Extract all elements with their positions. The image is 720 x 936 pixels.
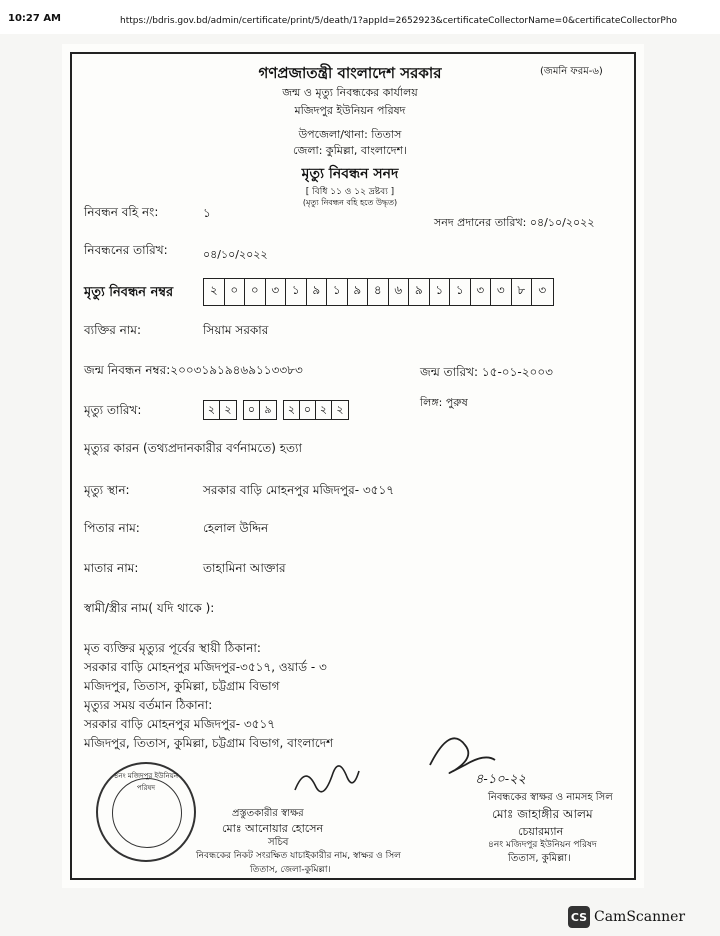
mother-label: মাতার নাম: [84, 561, 139, 575]
dod-label: মৃত্যু তারিখ: [84, 403, 142, 417]
upazila: উপজেলা/থানা: তিতাস [298, 128, 402, 141]
dod-digit: ৯ [264, 402, 272, 416]
father-value: হেলাল উদ্দিন [203, 521, 269, 535]
registrar-name: মোঃ জাহাঙ্গীর আলম [492, 807, 593, 821]
name-label: ব্যক্তির নাম: [84, 323, 142, 337]
perm-addr-label: মৃত ব্যক্তির মৃত্যুর পূর্বের স্থায়ী ঠিকানা: [84, 641, 261, 655]
union-name: মজিদপুর ইউনিয়ন পরিষদ [294, 104, 406, 117]
book-value: ১ [203, 206, 211, 220]
certificate-title: মৃত্যু নিবন্ধন সনদ [301, 166, 399, 182]
dod-digit: ২ [316, 401, 332, 419]
gov-title: গণপ্রজাতন্ত্রী বাংলাদেশ সরকার [258, 64, 442, 82]
reg-no-digit: ৯ [348, 279, 369, 305]
spouse-label: স্বামী/স্ত্রীর নাম( যদি থাকে ): [84, 601, 215, 615]
name-value: সিয়াম সরকার [203, 323, 269, 337]
camscanner-logo-icon: CS [568, 906, 590, 928]
rule-reference: [ বিধি ১১ ও ১২ দ্রষ্টব্য ] [305, 187, 395, 197]
preparer-role: সচিব [268, 837, 289, 848]
reg-no-digit: ১ [450, 279, 471, 305]
reg-date-value: ০৪/১০/২০২২ [203, 248, 268, 261]
registrar-label: নিবন্ধকের স্বাক্ষর ও নামসহ সিল [488, 792, 613, 803]
issue-date: সনদ প্রদানের তারিখ: ০৪/১০/২০২২ [434, 216, 595, 229]
extracted-note: (মৃত্যু নিবন্ধন বহি হতে উদ্ধৃত) [302, 198, 398, 207]
district: জেলা: কুমিল্লা, বাংলাদেশ। [293, 144, 407, 157]
perm-addr-line1: সরকার বাড়ি মোহনপুর মজিদপুর-৩৫১৭, ওয়ার্ড - ৩ [84, 660, 327, 674]
preparer-label: প্রস্তুতকারীর স্বাক্ষর [232, 808, 304, 819]
reg-no-digit: ১ [286, 279, 307, 305]
reg-no-digit: ১ [430, 279, 451, 305]
reg-no-digit: ৪ [368, 279, 389, 305]
reg-no-digit: ৩ [266, 279, 287, 305]
reg-no-digit: ১ [327, 279, 348, 305]
reg-no-digit: ৩ [538, 283, 547, 297]
reg-no-digit: ৩ [491, 279, 512, 305]
reg-no-digit: ৯ [307, 279, 328, 305]
preparer-name: মোঃ আনোয়ার হোসেন [222, 822, 324, 835]
dod-digit: ০ [244, 401, 260, 419]
preparer-signature [295, 766, 359, 792]
reg-no-digit: ৮ [512, 279, 533, 305]
reg-no-digit: ৩ [471, 279, 492, 305]
dod-digit: ২ [224, 402, 232, 416]
dod-digit: ২ [204, 401, 220, 419]
dod-digit: ২ [284, 401, 300, 419]
registrar-role: চেয়ারম্যান [518, 825, 564, 838]
reg-date-label: নিবন্ধনের তারিখ: [84, 243, 168, 257]
office-title: জন্ম ও মৃত্যু নিবন্ধকের কার্যালয় [282, 86, 418, 99]
status-time: 10:27 AM [8, 13, 62, 24]
reg-no-digit: ৬ [389, 279, 410, 305]
camscanner-watermark [568, 906, 685, 928]
form-number: (জমনি ফরম-৬) [540, 66, 603, 77]
dod-digit: ২ [336, 402, 344, 416]
registrar-location: তিতাস, কুমিল্লা। [508, 853, 571, 864]
mother-value: তাহামিনা আক্তার [203, 561, 286, 575]
registrar-signature [430, 738, 495, 773]
camscanner-name: CamScanner [594, 909, 686, 925]
reg-no-digit: ২ [204, 279, 225, 305]
reg-no-digit: ৯ [409, 279, 430, 305]
father-label: পিতার নাম: [84, 521, 140, 535]
death-cause: মৃত্যুর কারন (তথ্যপ্রদানকারীর বর্ণনামতে) হত্যা [84, 441, 303, 455]
curr-addr-line2: মজিদপুর, তিতাস, কুমিল্লা, চট্টগ্রাম বিভাগ, বাংলাদেশ [84, 736, 334, 750]
place-value: সরকার বাড়ি মোহনপুর মজিদপুর- ৩৫১৭ [203, 483, 395, 497]
curr-addr-label: মৃত্যুর সময় বর্তমান ঠিকানা: [84, 698, 213, 712]
reg-no-digit: ০ [245, 279, 266, 305]
birth-reg-no: জন্ম নিবন্ধন নম্বর:২০০৩১৯১৯৪৬৯১১৩৩৮৩ [84, 363, 303, 377]
reg-no-digit: ০ [225, 279, 246, 305]
curr-addr-line1: সরকার বাড়ি মোহনপুর মজিদপুর- ৩৫১৭ [84, 717, 276, 731]
signature-date: ৪-১০-২২ [475, 772, 527, 787]
gender: লিঙ্গ: পুরুষ [420, 396, 468, 409]
registrar-union: ৪নং মজিদপুর ইউনিয়ন পরিষদ [488, 840, 597, 850]
perm-addr-line2: মজিদপুর, তিতাস, কুমিল্লা, চট্টগ্রাম বিভাগ [84, 679, 280, 693]
reg-no-label: মৃত্যু নিবন্ধন নম্বর [84, 285, 174, 300]
url-bar[interactable]: https://bdris.gov.bd/admin/certificate/print/5/death/1?appId=2652923&certificateCollectorName=0&certificateCollectorPho [120, 16, 678, 26]
book-label: নিবন্ধন বহি নং: [84, 205, 159, 219]
date-of-birth: জন্ম তারিখ: ১৫-০১-২০০৩ [420, 365, 553, 379]
verifier-label: নিবন্ধকের নিকট সংরক্ষিত যাচাইকারীর নাম, স্বাক্ষর ও সিল [196, 851, 401, 861]
dod-digit: ০ [300, 401, 316, 419]
bottom-location: তিতাস, জেলা-কুমিল্লা। [250, 865, 331, 875]
place-label: মৃত্যু স্থান: [84, 483, 130, 497]
seal-text: ৪নং মজিদপুর ইউনিয়ন পরিষদ [113, 772, 179, 792]
